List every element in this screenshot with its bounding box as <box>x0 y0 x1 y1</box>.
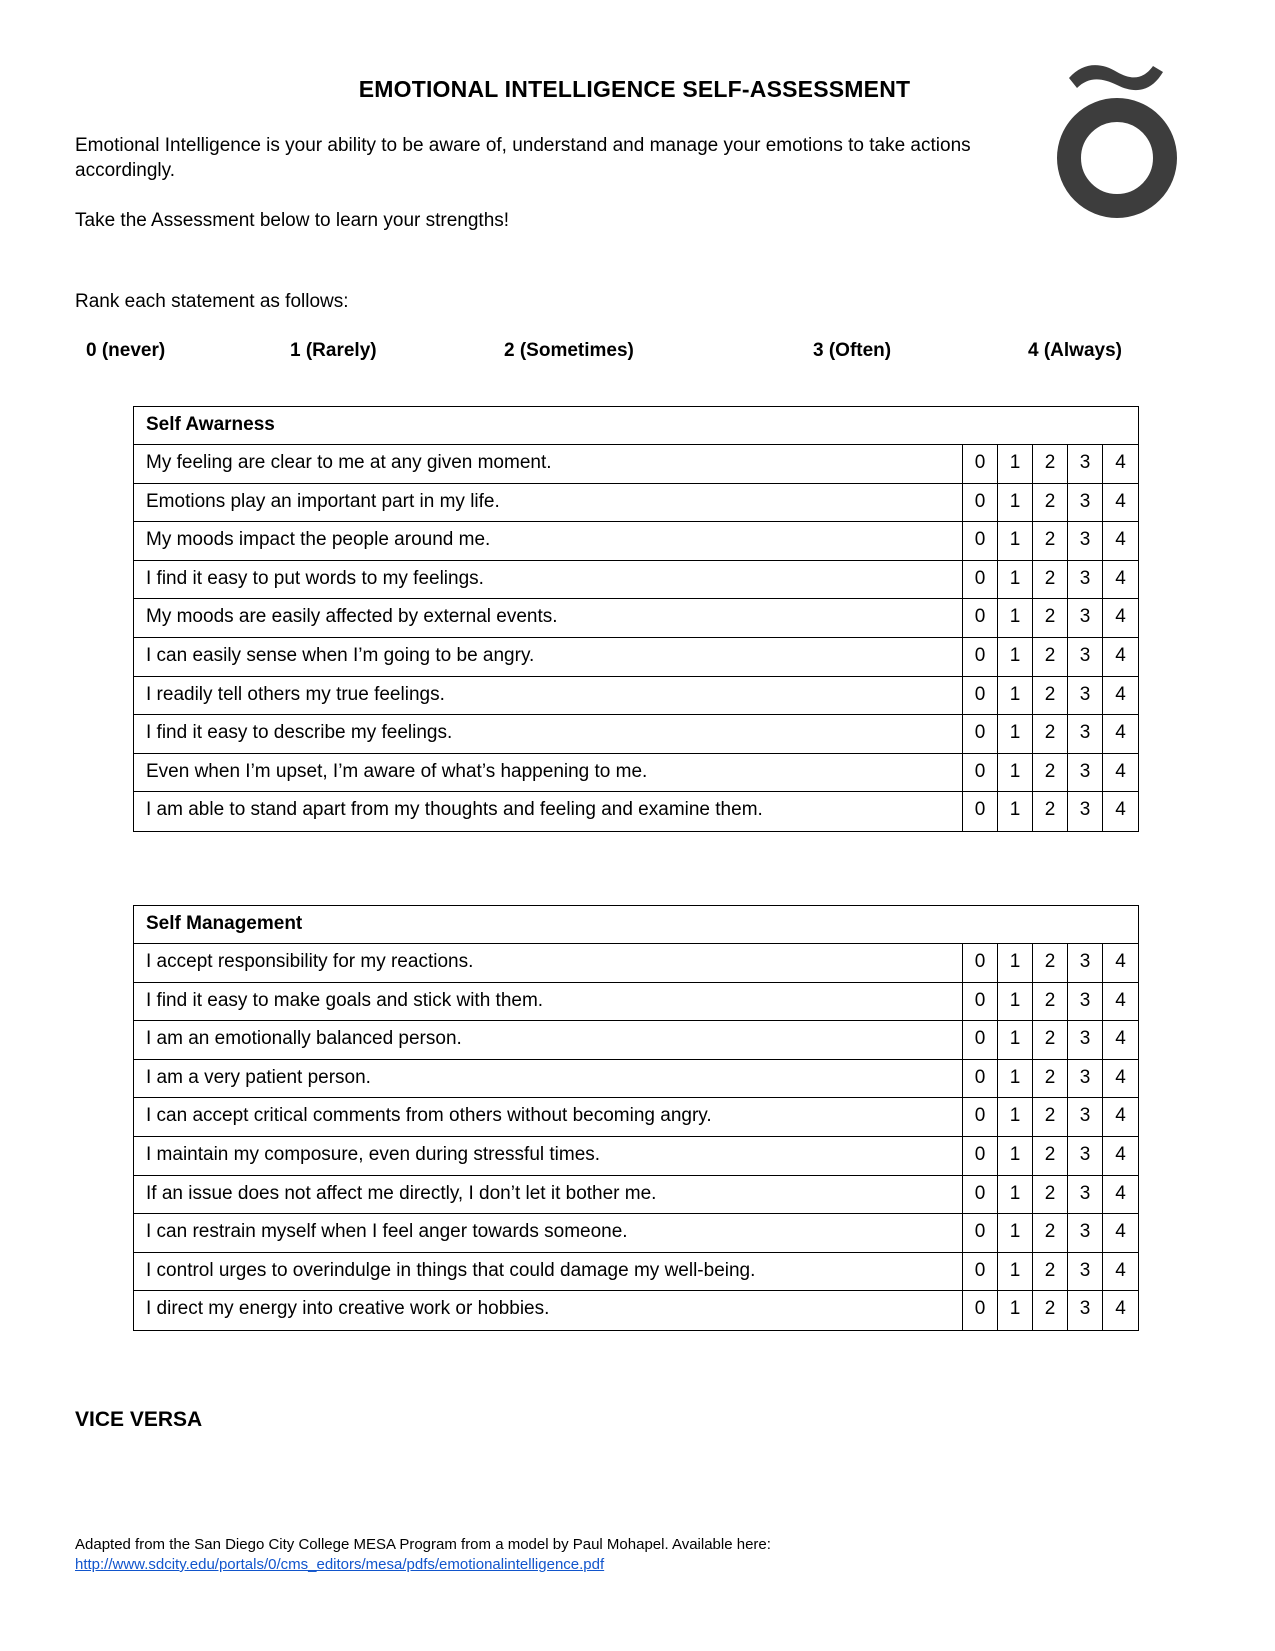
rating-option-0[interactable]: 0 <box>963 599 998 637</box>
rating-option-2[interactable]: 2 <box>1033 677 1068 715</box>
rating-option-0[interactable]: 0 <box>963 1291 998 1330</box>
scale-label-4: 4 (Always) <box>1028 340 1122 361</box>
rating-option-4[interactable]: 4 <box>1115 452 1126 473</box>
scale-label-2: 2 (Sometimes) <box>504 340 634 361</box>
rating-option-1[interactable]: 1 <box>998 1060 1033 1098</box>
table-row <box>134 1253 1138 1292</box>
rating-option-3[interactable]: 3 <box>1068 1021 1103 1059</box>
statement-text: I can restrain myself when I feel anger towards someone. <box>134 1214 963 1252</box>
rating-option-2[interactable]: 2 <box>1033 561 1068 599</box>
rating-option-2[interactable]: 2 <box>1033 1253 1068 1291</box>
rating-option-2[interactable]: 2 <box>1033 1137 1068 1175</box>
rating-option-3[interactable]: 3 <box>1068 1291 1103 1330</box>
rating-option-2[interactable]: 2 <box>1033 715 1068 753</box>
rating-option-3[interactable]: 3 <box>1068 561 1103 599</box>
footer-text: Adapted from the San Diego City College MESA Program from a model by Paul Mohapel. Available here: <box>75 1536 771 1553</box>
statement-text: My feeling are clear to me at any given moment. <box>134 445 963 483</box>
rating-option-1[interactable]: 1 <box>998 599 1033 637</box>
statement-text: I find it easy to put words to my feelings. <box>134 561 963 599</box>
rating-option-1[interactable]: 1 <box>998 638 1033 676</box>
statement-text: I find it easy to describe my feelings. <box>134 715 963 753</box>
rating-option-3[interactable]: 3 <box>1068 599 1103 637</box>
rating-option-1[interactable]: 1 <box>998 1291 1033 1330</box>
rating-option-4[interactable]: 4 <box>1115 1298 1126 1320</box>
rating-option-3[interactable]: 3 <box>1068 715 1103 753</box>
brand-logo-icon <box>1055 58 1185 233</box>
rating-option-4[interactable]: 4 <box>1115 1066 1126 1088</box>
rating-option-1[interactable]: 1 <box>998 1021 1033 1059</box>
rating-option-0[interactable]: 0 <box>963 1214 998 1252</box>
statement-text: I can easily sense when I’m going to be angry. <box>134 638 963 676</box>
rating-option-4[interactable]: 4 <box>1115 722 1126 744</box>
rating-option-2[interactable]: 2 <box>1033 522 1068 560</box>
rating-option-1[interactable]: 1 <box>998 983 1033 1021</box>
rating-option-1[interactable]: 1 <box>998 677 1033 715</box>
rating-option-4[interactable]: 4 <box>1115 683 1126 705</box>
table-row <box>134 754 1138 793</box>
rating-option-4[interactable]: 4 <box>1115 644 1126 666</box>
scale-label-1: 1 (Rarely) <box>290 340 377 361</box>
table-row <box>134 983 1138 1022</box>
rating-option-1[interactable]: 1 <box>998 484 1033 522</box>
rating-option-3[interactable]: 3 <box>1068 1214 1103 1252</box>
table-row <box>134 792 1138 831</box>
take-assessment-text: Take the Assessment below to learn your strengths! <box>75 210 510 231</box>
statement-text: I accept responsibility for my reactions. <box>134 944 963 982</box>
rating-option-3[interactable]: 3 <box>1068 1137 1103 1175</box>
scale-label-3: 3 (Often) <box>813 340 892 361</box>
rating-option-1[interactable]: 1 <box>998 1214 1033 1252</box>
rating-option-3[interactable]: 3 <box>1068 754 1103 792</box>
rating-option-3[interactable]: 3 <box>1068 522 1103 560</box>
rating-option-1[interactable]: 1 <box>998 561 1033 599</box>
table-row <box>134 522 1138 561</box>
rating-option-0[interactable]: 0 <box>963 677 998 715</box>
rating-option-1[interactable]: 1 <box>998 445 1033 483</box>
table-row <box>134 638 1138 677</box>
rating-option-3[interactable]: 3 <box>1068 1098 1103 1136</box>
footer <box>75 1535 771 1575</box>
rating-option-1[interactable]: 1 <box>998 1137 1033 1175</box>
rating-option-1[interactable]: 1 <box>998 1098 1033 1136</box>
rating-option-4[interactable]: 4 <box>1115 1259 1126 1281</box>
table-row <box>134 1060 1138 1099</box>
rating-option-2[interactable]: 2 <box>1033 1291 1068 1330</box>
rating-option-2[interactable]: 2 <box>1033 599 1068 637</box>
rating-option-1[interactable]: 1 <box>998 522 1033 560</box>
table-row <box>134 1176 1138 1215</box>
table-row <box>134 715 1138 754</box>
rating-option-3[interactable]: 3 <box>1068 445 1103 483</box>
rating-option-1[interactable]: 1 <box>998 754 1033 792</box>
rating-option-3[interactable]: 3 <box>1068 1176 1103 1214</box>
footer-link[interactable]: http://www.sdcity.edu/portals/0/cms_editors/mesa/pdfs/emotionalintelligence.pdf <box>75 1556 605 1573</box>
table-row <box>134 561 1138 600</box>
brand-name: VICE VERSA <box>75 1408 203 1431</box>
rating-option-0[interactable]: 0 <box>963 1098 998 1136</box>
rating-option-4[interactable]: 4 <box>1115 951 1126 972</box>
rating-option-1[interactable]: 1 <box>998 944 1033 982</box>
table-row <box>134 599 1138 638</box>
rating-option-2[interactable]: 2 <box>1033 944 1068 982</box>
statement-text: My moods are easily affected by external events. <box>134 599 963 637</box>
rank-instruction: Rank each statement as follows: <box>75 291 349 312</box>
rating-option-4[interactable]: 4 <box>1115 567 1126 589</box>
statement-text: I control urges to overindulge in things that could damage my well-being. <box>134 1253 963 1291</box>
rating-option-3[interactable]: 3 <box>1068 792 1103 831</box>
table-row <box>134 1021 1138 1060</box>
section-self-management <box>133 905 1139 1331</box>
table-row <box>134 944 1138 983</box>
rating-option-2[interactable]: 2 <box>1033 1214 1068 1252</box>
rating-option-0[interactable]: 0 <box>963 983 998 1021</box>
section-title: Self Management <box>134 906 1138 944</box>
rating-option-0[interactable]: 0 <box>963 754 998 792</box>
statement-text: Even when I’m upset, I’m aware of what’s happening to me. <box>134 754 963 792</box>
rating-option-0[interactable]: 0 <box>963 792 998 831</box>
scale-label-0: 0 (never) <box>86 340 166 361</box>
rating-option-1[interactable]: 1 <box>998 1253 1033 1291</box>
page-title: EMOTIONAL INTELLIGENCE SELF-ASSESSMENT <box>358 76 911 102</box>
rating-option-3[interactable]: 3 <box>1068 484 1103 522</box>
rating-option-4[interactable]: 4 <box>1115 529 1126 551</box>
rating-option-3[interactable]: 3 <box>1068 677 1103 715</box>
rating-option-4[interactable]: 4 <box>1115 760 1126 782</box>
rating-option-2[interactable]: 2 <box>1033 638 1068 676</box>
statement-text: I am an emotionally balanced person. <box>134 1021 963 1059</box>
statement-text: If an issue does not affect me directly, I don’t let it bother me. <box>134 1176 963 1214</box>
rating-option-0[interactable]: 0 <box>963 445 998 483</box>
rating-option-2[interactable]: 2 <box>1033 445 1068 483</box>
rating-option-2[interactable]: 2 <box>1033 484 1068 522</box>
section-self-awareness <box>133 406 1139 832</box>
rating-option-4[interactable]: 4 <box>1115 1143 1126 1165</box>
table-row <box>134 1098 1138 1137</box>
table-row <box>134 1214 1138 1253</box>
rating-option-4[interactable]: 4 <box>1115 989 1126 1011</box>
rating-option-4[interactable]: 4 <box>1115 799 1126 821</box>
rating-option-4[interactable]: 4 <box>1115 1105 1126 1127</box>
rating-option-0[interactable]: 0 <box>963 522 998 560</box>
table-row <box>134 1137 1138 1176</box>
rating-option-3[interactable]: 3 <box>1068 1253 1103 1291</box>
table-row <box>134 445 1138 484</box>
rating-option-4[interactable]: 4 <box>1115 606 1126 628</box>
rating-option-0[interactable]: 0 <box>963 944 998 982</box>
rating-option-0[interactable]: 0 <box>963 484 998 522</box>
rating-option-0[interactable]: 0 <box>963 1137 998 1175</box>
rating-option-0[interactable]: 0 <box>963 1021 998 1059</box>
statement-text: Emotions play an important part in my life. <box>134 484 963 522</box>
rating-option-0[interactable]: 0 <box>963 561 998 599</box>
rating-option-4[interactable]: 4 <box>1115 1182 1126 1204</box>
rating-option-0[interactable]: 0 <box>963 638 998 676</box>
table-row <box>134 484 1138 523</box>
rating-option-4[interactable]: 4 <box>1115 1221 1126 1243</box>
rating-option-2[interactable]: 2 <box>1033 792 1068 831</box>
section-title: Self Awarness <box>134 407 1138 445</box>
rating-option-4[interactable]: 4 <box>1115 490 1126 512</box>
table-row <box>134 1291 1138 1330</box>
statement-text: I can accept critical comments from others without becoming angry. <box>134 1098 963 1136</box>
rating-option-3[interactable]: 3 <box>1068 1060 1103 1098</box>
rating-option-1[interactable]: 1 <box>998 1176 1033 1214</box>
intro-text: Emotional Intelligence is your ability to be aware of, understand and manage your emotions to take actions accordingly. <box>75 135 971 181</box>
rating-option-0[interactable]: 0 <box>963 715 998 753</box>
table-row <box>134 677 1138 716</box>
statement-text: I am able to stand apart from my thoughts and feeling and examine them. <box>134 792 963 831</box>
rating-option-0[interactable]: 0 <box>963 1060 998 1098</box>
rating-option-2[interactable]: 2 <box>1033 1098 1068 1136</box>
statement-text: I find it easy to make goals and stick with them. <box>134 983 963 1021</box>
statement-text: I maintain my composure, even during stressful times. <box>134 1137 963 1175</box>
rating-option-3[interactable]: 3 <box>1068 944 1103 982</box>
rating-option-4[interactable]: 4 <box>1115 1028 1126 1050</box>
statement-text: My moods impact the people around me. <box>134 522 963 560</box>
rating-option-3[interactable]: 3 <box>1068 638 1103 676</box>
rating-option-2[interactable]: 2 <box>1033 1176 1068 1214</box>
rating-option-1[interactable]: 1 <box>998 792 1033 831</box>
statement-text: I am a very patient person. <box>134 1060 963 1098</box>
rating-option-2[interactable]: 2 <box>1033 1021 1068 1059</box>
statement-text: I readily tell others my true feelings. <box>134 677 963 715</box>
rating-option-2[interactable]: 2 <box>1033 1060 1068 1098</box>
statement-text: I direct my energy into creative work or hobbies. <box>134 1291 963 1330</box>
rating-option-2[interactable]: 2 <box>1033 983 1068 1021</box>
rating-option-2[interactable]: 2 <box>1033 754 1068 792</box>
rating-option-0[interactable]: 0 <box>963 1253 998 1291</box>
rating-option-1[interactable]: 1 <box>998 715 1033 753</box>
rating-option-3[interactable]: 3 <box>1068 983 1103 1021</box>
rating-option-0[interactable]: 0 <box>963 1176 998 1214</box>
